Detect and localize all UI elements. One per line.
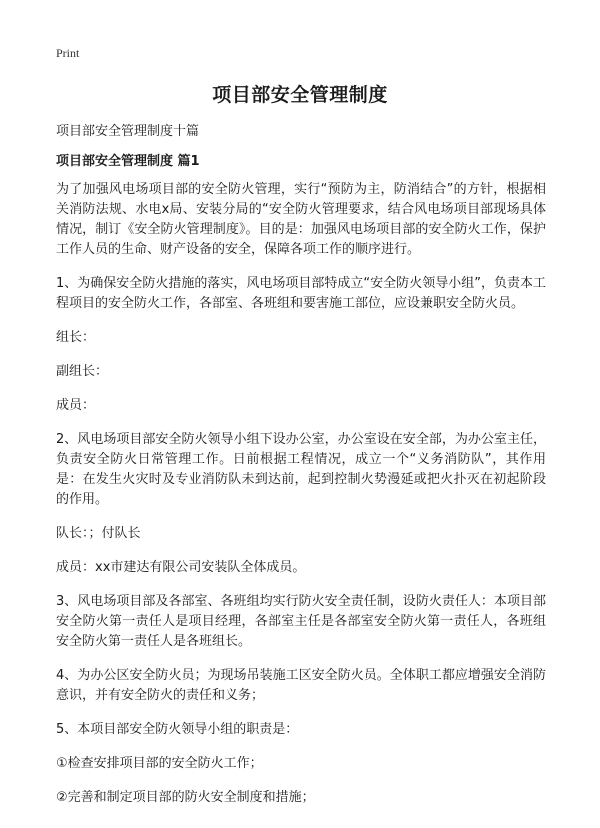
paragraph-item-4: 4、为办公区安全防火员；为现场吊装施工区安全防火员。全体职工都应增强安全消防意识，并有安全防火的责任和义务；	[56, 668, 546, 703]
paragraph-duty-1: ①检查安排项目部的安全防火工作；	[56, 756, 263, 771]
paragraph-team-leader: 队长：；付队长	[56, 526, 141, 541]
section-heading: 项目部安全管理制度 篇1	[56, 154, 200, 169]
document-body	[56, 180, 546, 822]
paragraph-intro: 为了加强风电场项目部的安全防火管理，实行“预防为主，防消结合”的方针，根据相关消防法规、水电x局、安装分局的“安全防火管理要求，结合风电场项目部现场具体情况，制订《安全防火管理制度》。目的是：加强风电场项目部的安全防火工作，保护工作人员的生命、财产设备的安全，保障各项工作的顺序进行。	[56, 182, 546, 257]
paragraph-item-5: 5、本项目部安全防火领导小组的职责是：	[56, 722, 299, 737]
paragraph-duty-2: ②完善和制定项目部的防火安全制度和措施；	[56, 790, 315, 805]
document-subtitle: 项目部安全管理制度十篇	[56, 124, 200, 139]
document-title: 项目部安全管理制度	[212, 84, 388, 106]
paragraph-members: 成员：	[56, 398, 96, 413]
paragraph-leader: 组长：	[56, 330, 96, 345]
print-link[interactable]: Print	[56, 46, 80, 60]
paragraph-team-members: 成员：xx市建达有限公司安装队全体成员。	[56, 560, 306, 575]
paragraph-item-3: 3、风电场项目部及各部室、各班组均实行防火安全责任制，设防火责任人：本项目部安全防火第一责任人是项目经理，各部室主任是各部室安全防火第一责任人，各班组安全防火第一责任人是各班组长。	[56, 594, 546, 649]
paragraph-item-1: 1、为确保安全防火措施的落实，风电场项目部特成立“安全防火领导小组”，负责本工程项目的安全防火工作，各部室、各班组和要害施工部位，应设兼职安全防火员。	[56, 276, 546, 311]
paragraph-deputy-leader: 副组长：	[56, 364, 109, 379]
paragraph-item-2: 2、风电场项目部安全防火领导小组下设办公室，办公室设在安全部，为办公室主任，负责安全防火日常管理工作。日前根据工程情况，成立一个“义务消防队”，其作用是：在发生火灾时及专业消防队未到达前，起到控制火势漫延或把火扑灭在初起阶段的作用。	[56, 432, 546, 507]
